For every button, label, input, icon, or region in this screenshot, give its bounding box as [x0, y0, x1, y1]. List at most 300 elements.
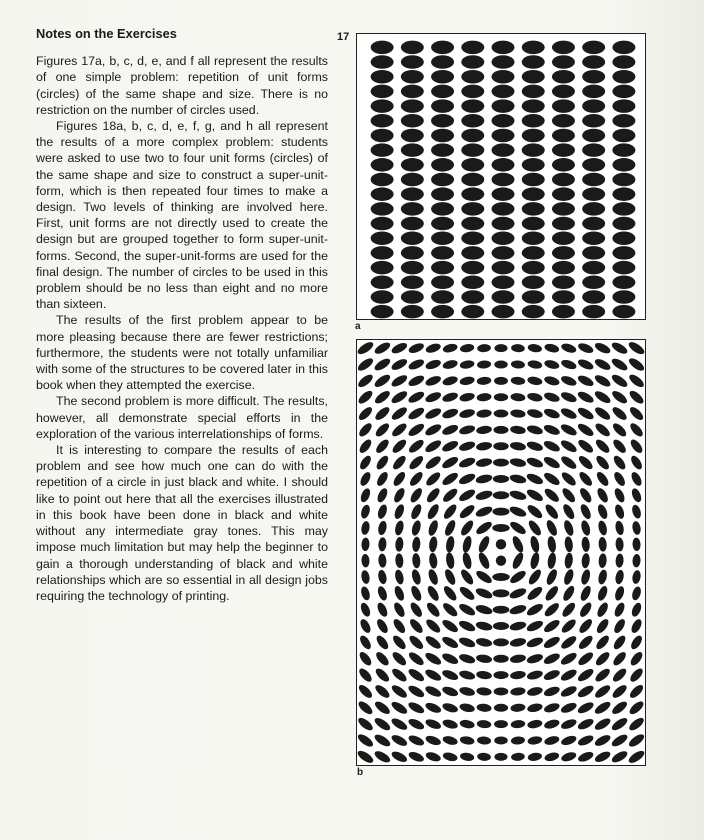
pattern-dot — [431, 158, 454, 172]
pattern-dot — [610, 683, 628, 700]
pattern-dot — [461, 551, 473, 569]
pattern-dot — [582, 99, 605, 113]
pattern-dot — [508, 520, 527, 537]
pattern-dot — [542, 439, 561, 454]
pattern-dot — [475, 441, 492, 451]
pattern-dot — [582, 276, 605, 290]
pattern-dot — [458, 652, 476, 665]
pattern-dot — [525, 503, 544, 521]
pattern-dot — [629, 650, 645, 667]
pattern-dot — [559, 422, 578, 437]
pattern-dot — [582, 129, 605, 143]
pattern-dot — [525, 487, 544, 503]
pattern-dot — [476, 687, 492, 697]
pattern-dot — [582, 70, 605, 84]
pattern-dot — [461, 202, 484, 216]
pattern-dot — [357, 421, 374, 438]
pattern-dot — [492, 143, 515, 157]
pattern-dot — [594, 650, 612, 668]
pattern-dot — [552, 187, 575, 201]
pattern-dot — [576, 667, 595, 684]
pattern-dot — [459, 343, 474, 353]
pattern-dot — [359, 601, 372, 618]
pattern-dot — [458, 440, 476, 453]
figure-b-pattern — [357, 340, 645, 765]
pattern-dot — [612, 114, 635, 128]
pattern-dot — [494, 393, 508, 401]
pattern-dot — [412, 553, 421, 569]
figure-a-label: a — [355, 321, 361, 332]
pattern-dot — [441, 701, 459, 714]
figure-a — [356, 33, 646, 320]
pattern-dot — [542, 635, 561, 651]
pattern-dot — [407, 750, 425, 764]
pattern-dot — [560, 358, 578, 371]
pattern-dot — [612, 246, 635, 260]
pattern-dot — [611, 421, 629, 438]
pattern-dot — [545, 519, 560, 538]
pattern-dot — [492, 187, 515, 201]
pattern-dot — [560, 601, 577, 619]
pattern-dot — [376, 585, 388, 602]
pattern-dot — [610, 749, 629, 765]
pattern-dot — [424, 374, 442, 387]
pattern-dot — [492, 589, 509, 597]
pattern-dot — [610, 732, 629, 748]
pattern-dot — [627, 372, 645, 389]
pattern-dot — [582, 246, 605, 260]
pattern-dot — [373, 405, 391, 422]
pattern-dot — [509, 603, 528, 616]
pattern-dot — [522, 217, 545, 231]
pattern-dot — [627, 732, 645, 749]
pattern-dot — [474, 586, 493, 600]
pattern-dot — [552, 55, 575, 69]
pattern-dot — [552, 202, 575, 216]
pattern-dot — [401, 261, 424, 275]
figure-number: 17 — [337, 31, 350, 43]
pattern-dot — [508, 569, 527, 586]
pattern-dot — [357, 438, 373, 455]
pattern-dot — [492, 508, 509, 516]
pattern-dot — [629, 438, 645, 455]
pattern-dot — [627, 340, 645, 356]
pattern-dot — [492, 70, 515, 84]
pattern-dot — [461, 143, 484, 157]
pattern-dot — [401, 55, 424, 69]
pattern-dot — [612, 41, 635, 55]
pattern-dot — [459, 752, 474, 762]
pattern-dot — [410, 568, 422, 585]
pattern-dot — [552, 85, 575, 99]
pattern-dot — [527, 519, 544, 538]
pattern-dot — [391, 617, 407, 635]
pattern-dot — [428, 536, 438, 553]
pattern-dot — [522, 55, 545, 69]
pattern-dot — [440, 618, 459, 635]
pattern-dot — [612, 454, 628, 472]
pattern-dot — [596, 585, 609, 602]
pattern-dot — [374, 437, 391, 455]
pattern-dot — [560, 486, 577, 504]
pattern-dot — [582, 231, 605, 245]
pattern-dot — [579, 584, 593, 602]
pattern-dot — [476, 392, 492, 402]
pattern-dot — [552, 261, 575, 275]
pattern-dot — [357, 666, 374, 683]
pattern-dot — [390, 357, 409, 372]
pattern-dot — [509, 654, 526, 664]
pattern-dot — [493, 622, 509, 630]
pattern-dot — [525, 585, 544, 603]
pattern-dot — [371, 290, 394, 304]
pattern-dot — [376, 503, 388, 520]
pattern-dot — [476, 376, 491, 385]
paragraph-5: It is interesting to compare the results of each problem and see how much one can do with the repetition of a circle in just black and white. I should like to point out here that all the exercises illustrated in this book have been done in black and white without any intermediate gray tones. This may impose much limitation but may help the beginner to gain a thorough understanding of black and white relationships which are so essential in all design jobs requiring the technology of printing. — [36, 443, 328, 603]
pattern-dot — [441, 668, 460, 682]
pattern-dot — [390, 750, 409, 765]
pattern-dot — [442, 584, 459, 602]
pattern-dot — [544, 751, 560, 762]
pattern-dot — [431, 41, 454, 55]
pattern-dot — [410, 519, 422, 536]
pattern-dot — [510, 670, 527, 680]
pattern-dot — [612, 99, 635, 113]
pattern-dot — [593, 683, 612, 700]
pattern-dot — [508, 505, 527, 519]
pattern-dot — [564, 552, 574, 569]
pattern-dot — [424, 667, 443, 682]
pattern-dot — [360, 504, 372, 520]
pattern-dot — [522, 261, 545, 275]
pattern-dot — [522, 114, 545, 128]
pattern-dot — [424, 651, 443, 667]
pattern-dot — [612, 276, 635, 290]
pattern-dot — [560, 342, 577, 354]
pattern-dot — [612, 202, 635, 216]
pattern-dot — [357, 356, 375, 373]
pattern-dot — [610, 699, 629, 716]
pattern-dot — [407, 733, 425, 747]
pattern-dot — [373, 683, 391, 700]
pattern-dot — [431, 55, 454, 69]
pattern-dot — [360, 570, 370, 585]
pattern-dot — [441, 601, 459, 619]
pattern-dot — [371, 114, 394, 128]
pattern-dot — [545, 568, 560, 587]
pattern-dot — [407, 717, 426, 732]
pattern-dot — [525, 602, 544, 618]
pattern-dot — [425, 601, 442, 619]
pattern-dot — [613, 503, 625, 520]
pattern-dot — [390, 683, 409, 700]
pattern-dot — [576, 390, 595, 405]
pattern-dot — [374, 666, 392, 683]
pattern-dot — [457, 487, 476, 503]
pattern-dot — [560, 374, 578, 387]
pattern-dot — [476, 425, 493, 435]
pattern-dot — [371, 246, 394, 260]
pattern-dot — [612, 305, 635, 319]
pattern-dot — [492, 158, 515, 172]
pattern-dot — [426, 502, 441, 520]
pattern-dot — [459, 735, 475, 745]
pattern-dot — [614, 569, 625, 585]
pattern-dot — [510, 687, 526, 697]
pattern-dot — [407, 421, 426, 438]
pattern-dot — [582, 41, 605, 55]
pattern-dot — [371, 158, 394, 172]
pattern-dot — [593, 341, 612, 356]
pattern-dot — [461, 41, 484, 55]
pattern-dot — [443, 519, 458, 538]
pattern-dot — [542, 423, 561, 437]
pattern-dot — [492, 573, 509, 581]
pattern-dot — [522, 276, 545, 290]
pattern-dot — [390, 716, 409, 732]
pattern-dot — [509, 637, 527, 648]
pattern-dot — [357, 650, 373, 667]
pattern-dot — [461, 261, 484, 275]
pattern-dot — [401, 158, 424, 172]
pattern-dot — [459, 375, 475, 386]
pattern-dot — [543, 486, 561, 504]
pattern-dot — [582, 217, 605, 231]
pattern-dot — [424, 717, 442, 730]
pattern-dot — [390, 421, 408, 438]
pattern-dot — [392, 486, 407, 504]
pattern-dot — [628, 389, 645, 406]
pattern-dot — [543, 359, 560, 371]
pattern-dot — [509, 620, 527, 632]
pattern-dot — [576, 406, 595, 422]
pattern-dot — [627, 749, 645, 765]
pattern-dot — [431, 276, 454, 290]
pattern-dot — [552, 290, 575, 304]
pattern-dot — [375, 617, 390, 634]
paragraph-1: Figures 17a, b, c, d, e, and f all represent the results of one simple problem: repetition of unit forms (circles) of the same shape and size. There is no restriction on the number of circles used. — [36, 54, 328, 117]
pattern-dot — [360, 585, 372, 601]
pattern-dot — [527, 343, 542, 353]
pattern-dot — [612, 290, 635, 304]
pattern-dot — [477, 535, 492, 554]
pattern-dot — [576, 374, 595, 389]
pattern-dot — [357, 749, 375, 765]
pattern-dot — [582, 187, 605, 201]
pattern-dot — [560, 470, 578, 488]
pattern-dot — [552, 217, 575, 231]
pattern-dot — [582, 55, 605, 69]
pattern-dot — [407, 667, 426, 684]
pattern-dot — [477, 752, 491, 761]
pattern-dot — [511, 736, 526, 745]
pattern-dot — [492, 231, 515, 245]
pattern-dot — [593, 700, 612, 717]
pattern-dot — [552, 231, 575, 245]
text-column — [36, 26, 328, 604]
pattern-dot — [408, 617, 425, 635]
pattern-dot — [492, 85, 515, 99]
pattern-dot — [628, 666, 645, 683]
pattern-dot — [390, 373, 409, 389]
pattern-dot — [475, 489, 494, 502]
pattern-dot — [594, 634, 611, 652]
pattern-dot — [371, 85, 394, 99]
pattern-dot — [509, 457, 527, 468]
pattern-dot — [378, 537, 387, 552]
pattern-dot — [493, 671, 508, 679]
pattern-dot — [612, 231, 635, 245]
pattern-dot — [358, 454, 373, 471]
pattern-dot — [493, 459, 509, 467]
pattern-dot — [492, 305, 515, 319]
pattern-dot — [510, 409, 526, 419]
pattern-dot — [552, 173, 575, 187]
pattern-dot — [522, 246, 545, 260]
pattern-dot — [401, 70, 424, 84]
pattern-dot — [392, 601, 407, 619]
pattern-dot — [475, 473, 493, 485]
pattern-dot — [509, 489, 528, 502]
pattern-dot — [522, 290, 545, 304]
pattern-dot — [582, 158, 605, 172]
pattern-dot — [431, 246, 454, 260]
pattern-dot — [561, 502, 576, 520]
pattern-dot — [630, 601, 643, 618]
pattern-dot — [612, 187, 635, 201]
pattern-dot — [493, 426, 508, 434]
pattern-dot — [577, 750, 595, 764]
pattern-dot — [492, 524, 509, 532]
pattern-dot — [595, 617, 611, 635]
pattern-dot — [424, 422, 443, 437]
pattern-dot — [510, 392, 526, 402]
pattern-dot — [408, 470, 425, 488]
pattern-dot — [431, 70, 454, 84]
pattern-dot — [441, 407, 459, 420]
pattern-dot — [358, 634, 373, 651]
pattern-dot — [544, 342, 560, 353]
pattern-dot — [543, 735, 560, 747]
pattern-dot — [559, 667, 578, 682]
pattern-dot — [431, 202, 454, 216]
pattern-dot — [458, 424, 476, 436]
pattern-dot — [510, 376, 525, 385]
pattern-dot — [441, 651, 460, 666]
pattern-dot — [357, 699, 374, 716]
section-heading: Notes on the Exercises — [36, 26, 177, 41]
pattern-dot — [391, 454, 408, 472]
pattern-dot — [543, 584, 560, 602]
pattern-dot — [612, 158, 635, 172]
paragraph-4: The second problem is more difficult. The results, however, all demonstrate special efforts in the exploration of the various interrelationships of forms. — [36, 394, 328, 441]
pattern-dot — [401, 276, 424, 290]
pattern-dot — [474, 505, 493, 519]
pattern-dot — [493, 638, 509, 646]
paragraph-3: The results of the first problem appear to be more pleasing because there are fewer restrictions; furthermore, the students were not totally unfamiliar with some of the structures to be covered later in this book when they attempted the exercise. — [36, 313, 328, 393]
pattern-dot — [390, 666, 408, 683]
pattern-dot — [564, 536, 574, 553]
pattern-dot — [431, 85, 454, 99]
pattern-dot — [578, 601, 594, 619]
pattern-dot — [527, 735, 543, 745]
pattern-dot — [582, 85, 605, 99]
pattern-dot — [492, 261, 515, 275]
pattern-dot — [576, 717, 595, 732]
pattern-dot — [542, 668, 561, 682]
pattern-dot — [424, 701, 443, 715]
pattern-dot — [596, 503, 609, 520]
pattern-dot — [511, 551, 526, 570]
pattern-dot — [610, 405, 628, 422]
pattern-dot — [357, 340, 375, 356]
pattern-dot — [401, 187, 424, 201]
pattern-dot — [628, 405, 645, 422]
pattern-dot — [494, 377, 508, 385]
pattern-dot — [632, 554, 641, 568]
pattern-dot — [508, 586, 527, 600]
pattern-dot — [612, 129, 635, 143]
pattern-dot — [477, 360, 492, 369]
pattern-dot — [543, 407, 561, 420]
pattern-dot — [631, 504, 643, 520]
pattern-dot — [373, 389, 392, 406]
pattern-dot — [629, 618, 643, 635]
pattern-dot — [582, 290, 605, 304]
pattern-dot — [611, 437, 628, 455]
pattern-dot — [371, 217, 394, 231]
pattern-dot — [445, 536, 456, 553]
pattern-dot — [431, 231, 454, 245]
pattern-dot — [612, 55, 635, 69]
pattern-dot — [511, 535, 526, 554]
pattern-dot — [409, 503, 423, 521]
pattern-dot — [576, 421, 595, 438]
pattern-dot — [492, 173, 515, 187]
pattern-dot — [527, 752, 542, 762]
pattern-dot — [458, 472, 477, 487]
pattern-dot — [560, 617, 578, 635]
pattern-dot — [577, 634, 595, 652]
pattern-dot — [431, 143, 454, 157]
pattern-dot — [598, 553, 607, 568]
pattern-dot — [373, 732, 392, 748]
pattern-dot — [610, 340, 629, 356]
pattern-dot — [627, 716, 645, 733]
pattern-dot — [431, 187, 454, 201]
pattern-dot — [522, 231, 545, 245]
pattern-dot — [593, 389, 612, 406]
pattern-dot — [527, 375, 543, 386]
pattern-dot — [560, 717, 578, 730]
pattern-dot — [494, 344, 507, 352]
pattern-dot — [461, 305, 484, 319]
pattern-dot — [476, 670, 493, 680]
pattern-dot — [408, 601, 424, 619]
pattern-dot — [459, 392, 476, 403]
pattern-dot — [458, 669, 476, 681]
pattern-dot — [461, 231, 484, 245]
pattern-dot — [424, 617, 442, 635]
pattern-dot — [552, 129, 575, 143]
pattern-dot — [401, 85, 424, 99]
pattern-dot — [593, 716, 612, 732]
pattern-dot — [425, 342, 442, 354]
pattern-dot — [441, 439, 460, 454]
pattern-dot — [361, 537, 370, 551]
pattern-dot — [593, 357, 612, 372]
pattern-dot — [562, 568, 575, 586]
